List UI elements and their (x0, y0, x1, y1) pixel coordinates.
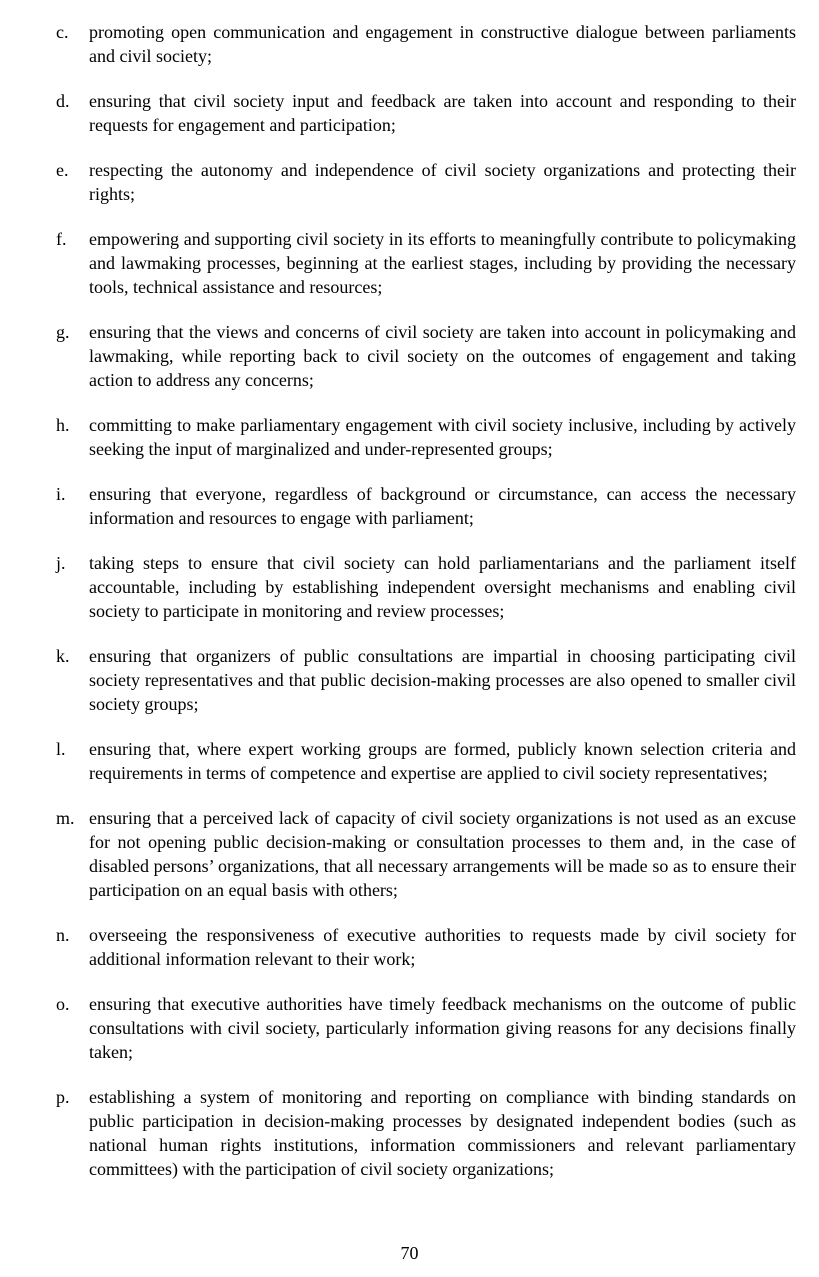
list-item-h (56, 413, 796, 461)
list-marker: n. (56, 925, 70, 945)
list-item-text: taking steps to ensure that civil society can hold parliamentarians and the parliament itself accountable, including by establishing independent oversight mechanisms and enabling civil society to participate in monitoring and review processes; (89, 553, 796, 621)
list-marker: l. (56, 739, 66, 759)
list-item-d (56, 89, 796, 137)
list-item-i (56, 482, 796, 530)
list-item-text: empowering and supporting civil society in its efforts to meaningfully contribute to policymaking and lawmaking processes, beginning at the earliest stages, including by providing the necessary tools, technical assistance and resources; (89, 229, 796, 297)
list-item-text: ensuring that executive authorities have timely feedback mechanisms on the outcome of public consultations with civil society, particularly information giving reasons for any decisions finally taken; (89, 994, 796, 1062)
list-item-text: ensuring that organizers of public consultations are impartial in choosing participating civil society representatives and that public decision-making processes are also opened to smaller civil society groups; (89, 646, 796, 714)
list-marker: o. (56, 994, 70, 1014)
list-item-e (56, 158, 796, 206)
list-item-f (56, 227, 796, 299)
list-item-text: ensuring that the views and concerns of civil society are taken into account in policymaking and lawmaking, while reporting back to civil society on the outcomes of engagement and taking action to address any concerns; (89, 322, 796, 390)
list-item-m (56, 806, 796, 902)
list-marker: m. (56, 808, 75, 828)
list-item-text: ensuring that everyone, regardless of background or circumstance, can access the necessary information and resources to engage with parliament; (89, 484, 796, 528)
list-item-text: ensuring that a perceived lack of capacity of civil society organizations is not used as an excuse for not opening public decision-making or consultation processes to them and, in the case of disabled persons’ organizations, that all necessary arrangements will be made so as to ensure their participation on an equal basis with others; (89, 808, 796, 900)
list-marker: c. (56, 22, 69, 42)
list-item-o (56, 992, 796, 1064)
list-item-l (56, 737, 796, 785)
list-marker: j. (56, 553, 66, 573)
list-item-text: promoting open communication and engagement in constructive dialogue between parliaments and civil society; (89, 22, 796, 66)
list-marker: k. (56, 646, 70, 666)
list-marker: g. (56, 322, 70, 342)
list-marker: h. (56, 415, 70, 435)
list-marker: e. (56, 160, 69, 180)
list-item-c (56, 20, 796, 68)
list-item-p (56, 1085, 796, 1181)
list-marker: f. (56, 229, 67, 249)
list-item-j (56, 551, 796, 623)
list-item-text: establishing a system of monitoring and reporting on compliance with binding standards on public participation in decision-making processes by designated independent bodies (such as national human rights institutions, information commissioners and relevant parliamentary committees) with the participation of civil society organizations; (89, 1087, 796, 1179)
list-item-k (56, 644, 796, 716)
list-item-text: overseeing the responsiveness of executive authorities to requests made by civil society for additional information relevant to their work; (89, 925, 796, 969)
list-item-text: respecting the autonomy and independence of civil society organizations and protecting their rights; (89, 160, 796, 204)
document-page (56, 20, 796, 1202)
list-item-text: committing to make parliamentary engagement with civil society inclusive, including by actively seeking the input of marginalized and under-represented groups; (89, 415, 796, 459)
list-marker: i. (56, 484, 66, 504)
list-item-text: ensuring that, where expert working groups are formed, publicly known selection criteria and requirements in terms of competence and expertise are applied to civil society representatives; (89, 739, 796, 783)
list-marker: d. (56, 91, 70, 111)
list-marker: p. (56, 1087, 70, 1107)
list-item-text: ensuring that civil society input and feedback are taken into account and responding to their requests for engagement and participation; (89, 91, 796, 135)
page-number: 70 (400, 1243, 419, 1263)
list-item-n (56, 923, 796, 971)
list-item-g (56, 320, 796, 392)
